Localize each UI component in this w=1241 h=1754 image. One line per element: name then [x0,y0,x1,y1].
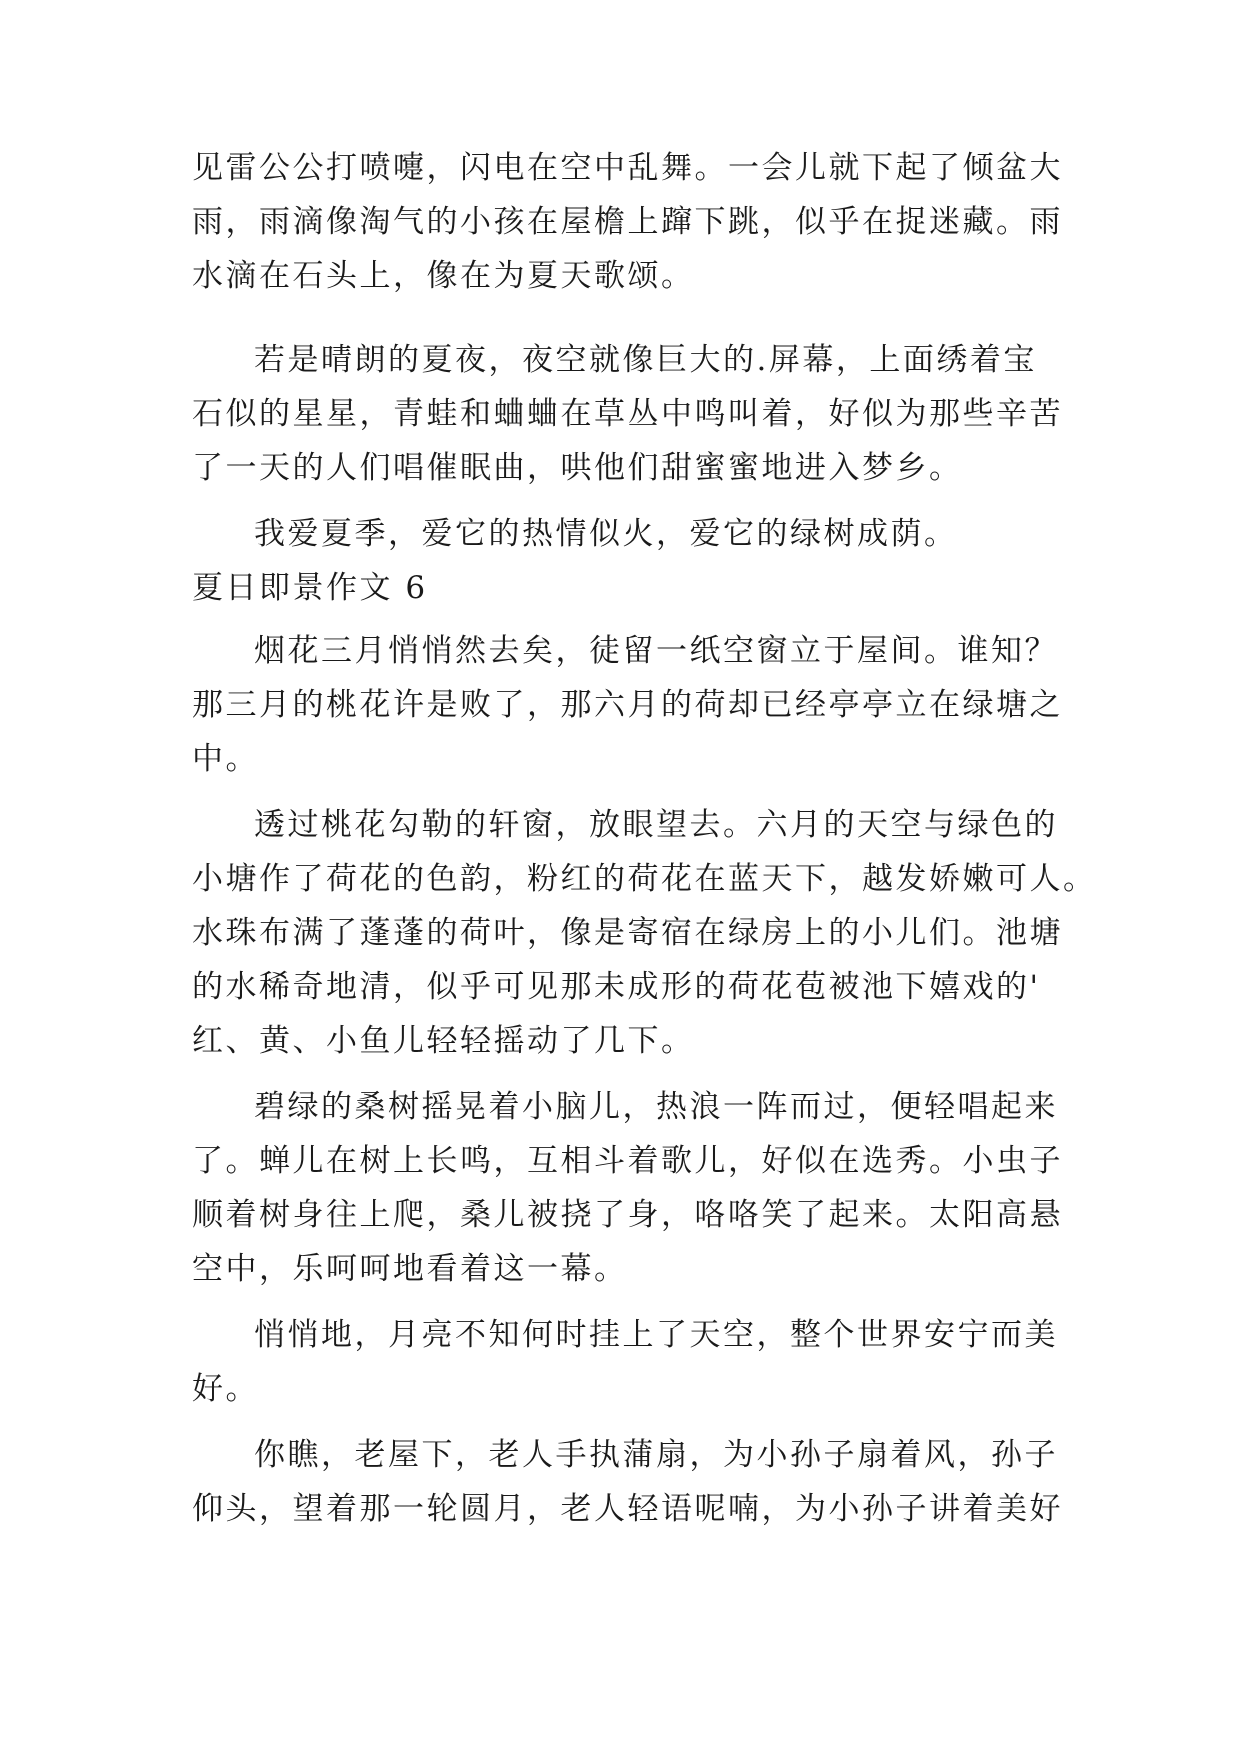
paragraph-start-line: 你瞧，老屋下，老人手执蒲扇，为小孙子扇着风，孙子 [254,1437,1058,1473]
text-line: 了一天的人们唱催眠曲，哄他们甜蜜蜜地进入梦乡。 [192,450,963,486]
text-line: 石似的星星，青蛙和蛐蛐在草丛中鸣叫着，好似为那些辛苦 [192,396,1063,432]
paragraph-start-line: 碧绿的桑树摇晃着小脑儿，热浪一阵而过，便轻唱起来 [254,1089,1058,1125]
paragraph-start-line: 若是晴朗的夏夜，夜空就像巨大的.屏幕，上面绣着宝 [254,342,1037,378]
text-line: 仰头，望着那一轮圆月，老人轻语呢喃，为小孙子讲着美好 [192,1491,1063,1527]
text-line: 小塘作了荷花的色韵，粉红的荷花在蓝天下，越发娇嫩可人。 [192,861,1097,897]
text-line: 水滴在石头上，像在为夏天歌颂。 [192,258,695,294]
text-line: 水珠布满了蓬蓬的荷叶，像是寄宿在绿房上的小儿们。池塘 [192,915,1063,951]
text-line: 中。 [192,741,259,777]
text-line: 见雷公公打喷嚏，闪电在空中乱舞。一会儿就下起了倾盆大 [192,150,1063,186]
section-heading: 夏日即景作文 6 [192,570,428,606]
text-line: 顺着树身往上爬，桑儿被挠了身，咯咯笑了起来。太阳高悬 [192,1197,1063,1233]
text-line: 红、黄、小鱼儿轻轻摇动了几下。 [192,1023,695,1059]
paragraph-start-line: 悄悄地，月亮不知何时挂上了天空，整个世界安宁而美 [254,1317,1058,1353]
paragraph-start-line: 透过桃花勾勒的轩窗，放眼望去。六月的天空与绿色的 [254,807,1058,843]
text-line: 空中，乐呵呵地看着这一幕。 [192,1251,628,1287]
paragraph-start-line: 烟花三月悄悄然去矣，徒留一纸空窗立于屋间。谁知？ [254,633,1058,669]
text-line: 的水稀奇地清，似乎可见那未成形的荷花苞被池下嬉戏的' [192,969,1041,1005]
text-line: 雨，雨滴像淘气的小孩在屋檐上蹿下跳，似乎在捉迷藏。雨 [192,204,1063,240]
paragraph-start-line: 我爱夏季，爱它的热情似火，爱它的绿树成荫。 [254,516,958,552]
text-line: 了。蝉儿在树上长鸣，互相斗着歌儿，好似在选秀。小虫子 [192,1143,1063,1179]
text-line: 好。 [192,1371,259,1407]
text-line: 那三月的桃花许是败了，那六月的荷却已经亭亭立在绿塘之 [192,687,1063,723]
